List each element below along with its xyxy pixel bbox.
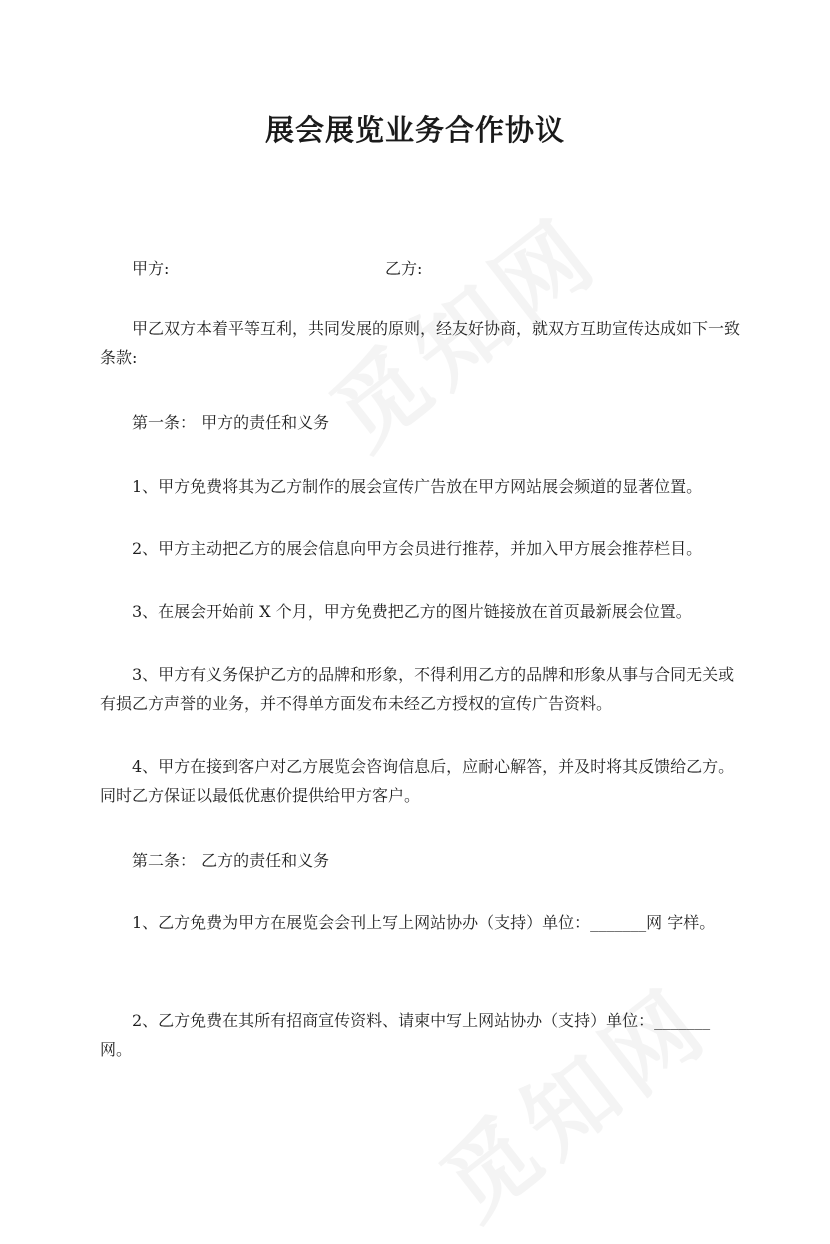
- section1-item: 4、甲方在接到客户对乙方展览会咨询信息后，应耐心解答，并及时将其反馈给乙方。同时乙方保证以最低优惠价提供给甲方客户。: [100, 757, 735, 805]
- intro-paragraph: 甲乙双方本着平等互利，共同发展的原则，经友好协商，就双方互助宣传达成如下一致条款:: [100, 319, 741, 367]
- section2-heading: 第二条： 乙方的责任和义务: [132, 851, 330, 870]
- section2-item: 2、乙方免费在其所有招商宣传资料、请柬中写上网站协办（支持）单位：_______网。: [100, 1011, 711, 1059]
- watermark-bottom: [410, 952, 732, 1244]
- section1-heading: 第一条： 甲方的责任和义务: [132, 413, 330, 432]
- section2-item: 1、乙方免费为甲方在展览会会刊上写上网站协办（支持）单位：_______网 字样。: [132, 913, 716, 932]
- section1-item: 3、甲方有义务保护乙方的品牌和形象，不得利用乙方的品牌和形象从事与合同无关或有损乙方声誉的业务，并不得单方面发布未经乙方授权的宣传广告资料。: [100, 665, 735, 713]
- document-title: 展会展览业务合作协议: [264, 113, 565, 147]
- section1-item: 2、甲方主动把乙方的展会信息向甲方会员进行推荐，并加入甲方展会推荐栏目。: [132, 539, 703, 558]
- section1-item: 1、甲方免费将其为乙方制作的展会宣传广告放在甲方网站展会频道的显著位置。: [132, 477, 703, 496]
- party-b-label: 乙方:: [385, 259, 423, 278]
- party-a-label: 甲方:: [132, 259, 170, 278]
- section1-item: 3、在展会开始前 X 个月，甲方免费把乙方的图片链接放在首页最新展会位置。: [132, 602, 692, 621]
